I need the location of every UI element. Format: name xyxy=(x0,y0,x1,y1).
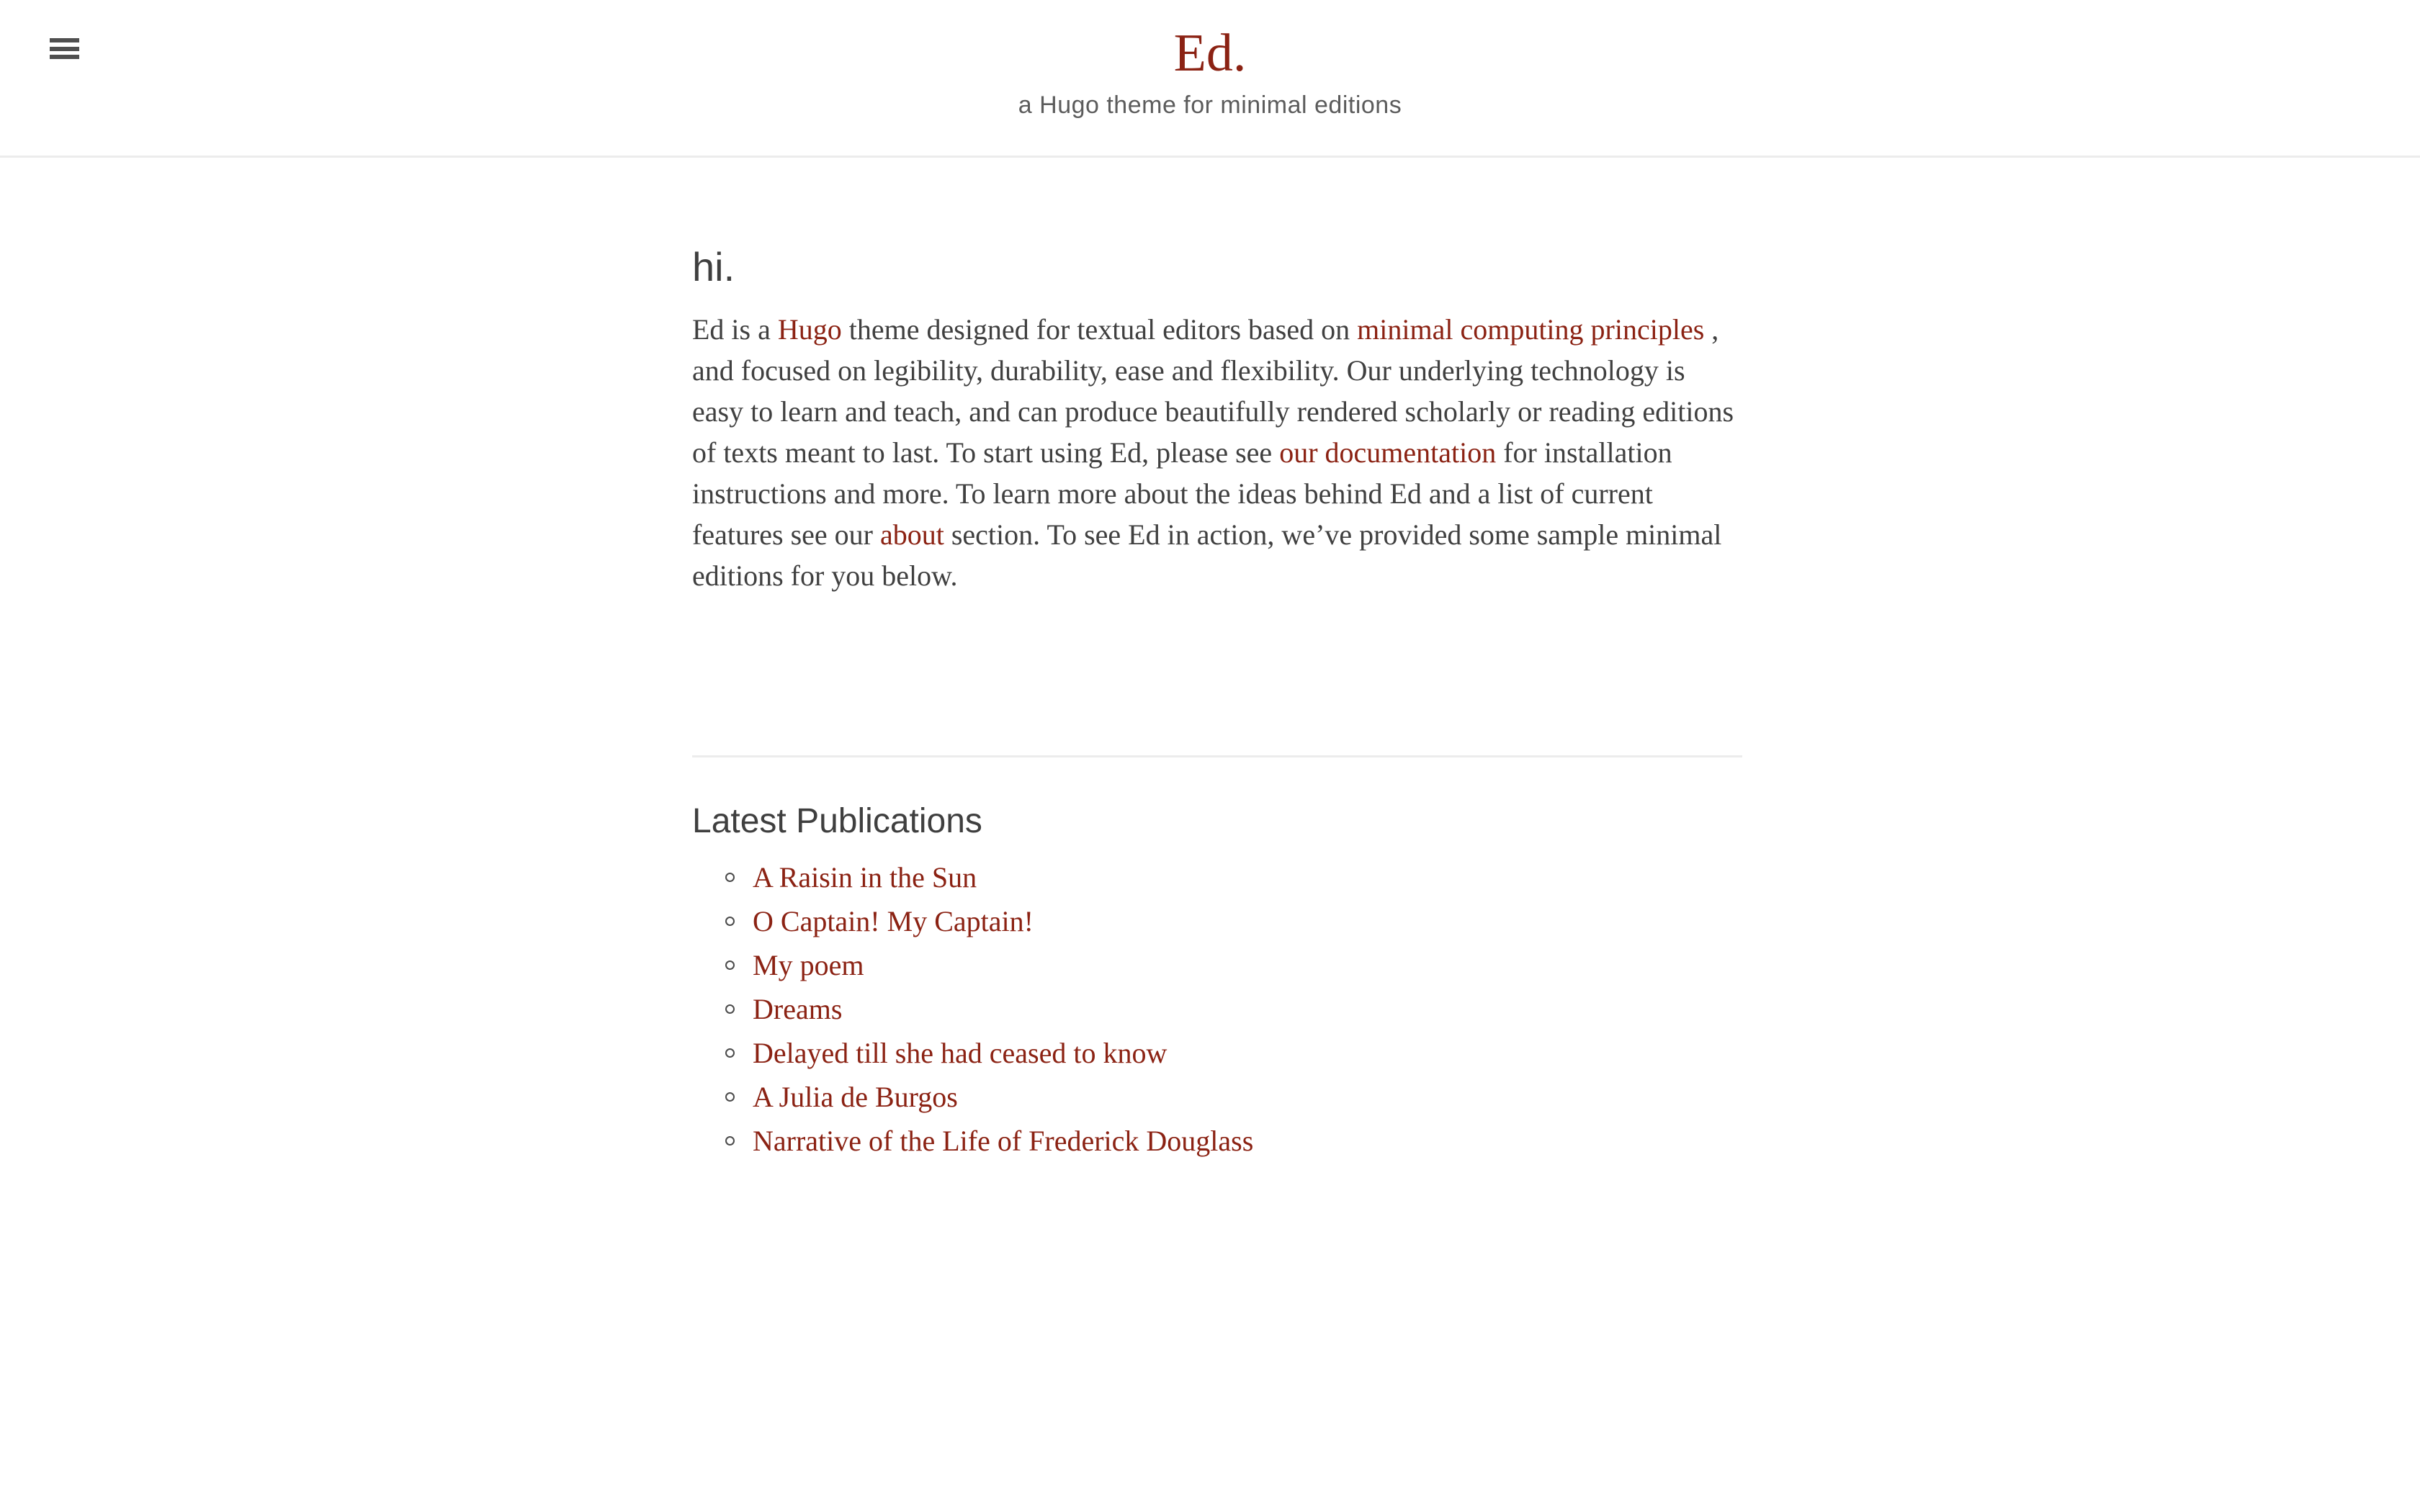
publication-item xyxy=(753,857,1742,898)
publications-heading: Latest Publications xyxy=(692,802,982,841)
publication-link[interactable]: My poem xyxy=(753,948,864,981)
publication-link[interactable]: A Julia de Burgos xyxy=(753,1080,958,1113)
intro-text: for installation instructions and more. To learn more about the ideas behind Ed and a list of current features see our xyxy=(692,436,1672,552)
publications-list xyxy=(692,857,1742,1161)
intro-paragraph xyxy=(692,309,1742,596)
circle-bullet-icon xyxy=(725,1136,735,1146)
intro-link[interactable]: Hugo xyxy=(777,313,842,346)
circle-bullet-icon xyxy=(725,1092,735,1102)
circle-bullet-icon xyxy=(725,1048,735,1058)
intro-link[interactable]: about xyxy=(879,518,944,552)
circle-bullet-icon xyxy=(725,1004,735,1014)
circle-bullet-icon xyxy=(725,917,735,926)
intro-link[interactable]: minimal computing principles xyxy=(1357,313,1705,346)
publication-link[interactable]: O Captain! My Captain! xyxy=(753,904,1034,937)
circle-bullet-icon xyxy=(725,960,735,970)
hamburger-bar xyxy=(50,38,79,42)
intro-text: theme designed for textual editors based on xyxy=(841,313,1358,346)
publication-item xyxy=(753,1032,1742,1074)
hamburger-bar xyxy=(50,55,79,59)
site-header xyxy=(0,0,2420,158)
publication-item xyxy=(753,1120,1742,1161)
main-content xyxy=(692,158,1742,1161)
publication-link[interactable]: Delayed till she had ceased to know xyxy=(753,1036,1168,1069)
menu-button[interactable] xyxy=(50,38,79,59)
publication-item xyxy=(753,945,1742,986)
site-title[interactable]: Ed. xyxy=(1173,24,1247,83)
publication-item xyxy=(753,989,1742,1030)
publication-item xyxy=(753,901,1742,942)
section-divider xyxy=(692,755,1742,757)
circle-bullet-icon xyxy=(725,873,735,882)
site-subtitle: a Hugo theme for minimal editions xyxy=(1018,91,1402,120)
hamburger-icon xyxy=(50,38,79,59)
page-heading: hi. xyxy=(692,244,735,290)
intro-text: Ed is a xyxy=(692,313,778,346)
hamburger-bar xyxy=(50,47,79,51)
publication-link[interactable]: Narrative of the Life of Frederick Douglass xyxy=(753,1124,1254,1157)
publication-link[interactable]: A Raisin in the Sun xyxy=(753,860,977,894)
intro-link[interactable]: our documentation xyxy=(1279,436,1497,469)
publication-item xyxy=(753,1076,1742,1117)
intro-text: , and focused on legibility, durability, ease and flexibility. Our underlying technology is easy to learn and teach, and can produce beautifully rendered scholarly or reading editions of texts meant to last. To start using Ed, please see xyxy=(692,313,1734,469)
intro-text: section. To see Ed in action, we’ve provided some sample minimal editions for you below. xyxy=(692,518,1722,593)
publication-link[interactable]: Dreams xyxy=(753,992,843,1025)
